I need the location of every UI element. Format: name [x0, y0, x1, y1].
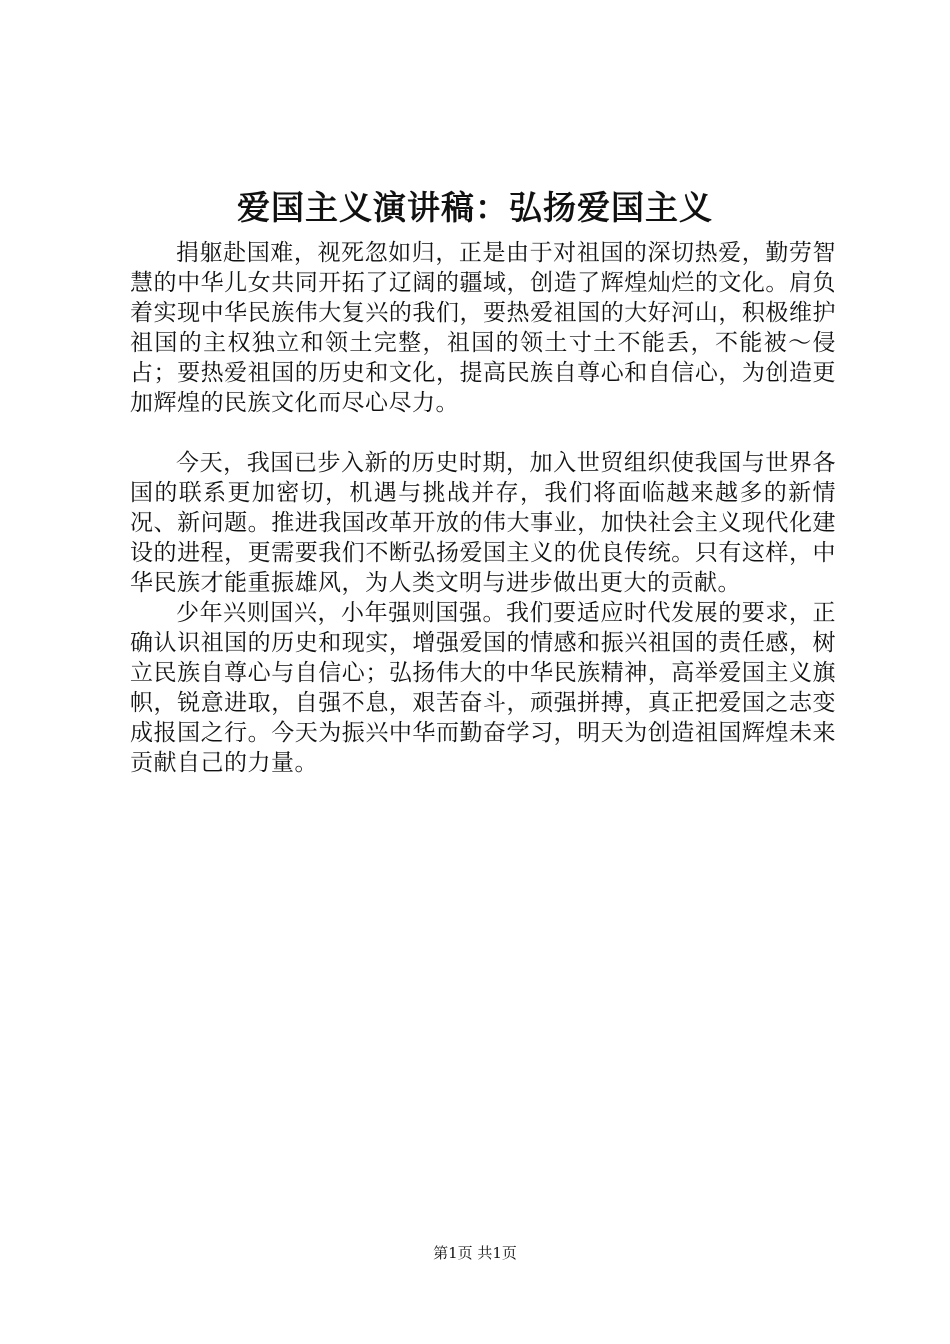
document-body	[130, 238, 836, 778]
page-footer: 第1页 共1页	[433, 1244, 517, 1262]
paragraph-3: 少年兴则国兴，小年强则国强。我们要适应时代发展的要求，正确认识祖国的历史和现实，增强爱国的情感和振兴祖国的责任感，树立民族自尊心与自信心；弘扬伟大的中华民族精神，高举爱国主义旗帜，锐意进取，自强不息，艰苦奋斗，顽强拼搏，真正把爱国之志变成报国之行。今天为振兴中华而勤奋学习，明天为创造祖国辉煌未来贡献自己的力量。	[130, 600, 836, 776]
paragraph-2: 今天，我国已步入新的历史时期，加入世贸组织使我国与世界各国的联系更加密切，机遇与挑战并存，我们将面临越来越多的新情况、新问题。推进我国改革开放的伟大事业，加快社会主义现代化建设的进程，更需要我们不断弘扬爱国主义的优良传统。只有这样，中华民族才能重振雄风，为人类文明与进步做出更大的贡献。	[130, 450, 836, 596]
paragraph-1: 捐躯赴国难，视死忽如归，正是由于对祖国的深切热爱，勤劳智慧的中华儿女共同开拓了辽阔的疆域，创造了辉煌灿烂的文化。肩负着实现中华民族伟大复兴的我们，要热爱祖国的大好河山，积极维护祖国的主权独立和领土完整，祖国的领土寸土不能丢，不能被～侵占；要热爱祖国的历史和文化，提高民族自尊心和自信心，为创造更加辉煌的民族文化而尽心尽力。	[130, 240, 836, 416]
document-title: 爱国主义演讲稿：弘扬爱国主义	[237, 188, 713, 227]
